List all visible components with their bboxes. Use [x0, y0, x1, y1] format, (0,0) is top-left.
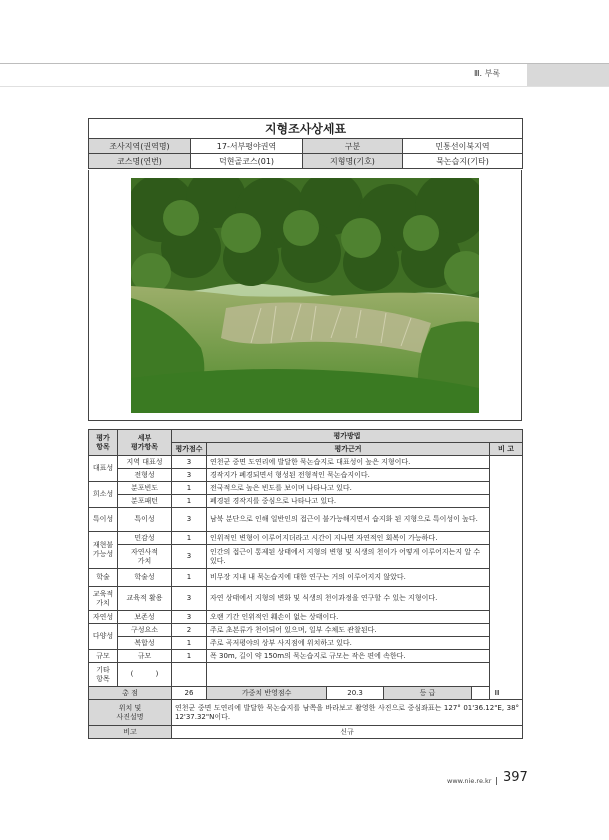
remark-label: 비고: [89, 726, 172, 739]
row-item: 희소성: [89, 482, 118, 508]
table-row: [89, 569, 523, 587]
header-basis: 평가근거: [207, 443, 490, 456]
row-item: 특이성: [89, 508, 118, 532]
row-score: 3: [172, 545, 207, 569]
remarks-column: [490, 456, 523, 700]
weighted-score: 20.3: [327, 687, 384, 699]
row-detail: 특이성: [118, 508, 172, 532]
row-basis: 폐경된 경작지를 중심으로 나타나고 있다.: [207, 495, 490, 508]
total-label: 총 점: [89, 687, 172, 700]
row-detail: 보존성: [118, 611, 172, 624]
row-basis: 자연 상태에서 지형의 변화 및 식생의 천이과정을 연구할 수 있는 지형이다.: [207, 587, 490, 611]
section-tab: [527, 64, 609, 86]
survey-title: 지형조사상세표: [89, 119, 523, 139]
table-row: [89, 456, 523, 469]
row-score: 3: [172, 456, 207, 469]
header-item: 평가 항목: [89, 430, 118, 456]
table-row: [89, 624, 523, 637]
row-detail: ( ): [118, 663, 172, 687]
table-row: [89, 508, 523, 532]
row-detail: 분포빈도: [118, 482, 172, 495]
site-photo: [131, 178, 479, 413]
page-number: 397: [503, 770, 528, 785]
header-score: 평가점수: [172, 443, 207, 456]
region-value: 17-서부평야권역: [191, 139, 303, 154]
row-score: 2: [172, 624, 207, 637]
row-score: 3: [172, 469, 207, 482]
table-row: [89, 482, 523, 495]
row-score: 1: [172, 650, 207, 663]
row-basis: 전국적으로 높은 빈도를 보이며 나타나고 있다.: [207, 482, 490, 495]
header-method: 평가방법: [172, 430, 523, 443]
row-basis: 주로 초본류가 천이되어 있으며, 일부 수체도 관찰된다.: [207, 624, 490, 637]
row-score: 3: [172, 587, 207, 611]
row-item: 재현불 가능성: [89, 532, 118, 569]
row-score: 1: [172, 637, 207, 650]
row-score: 1: [172, 532, 207, 545]
table-row: [89, 637, 523, 650]
row-item: 규모: [89, 650, 118, 663]
photo-frame: [88, 170, 522, 421]
summary-cell: [207, 687, 523, 700]
row-detail: 지역 대표성: [118, 456, 172, 469]
row-score: 1: [172, 569, 207, 587]
table-row: [89, 663, 523, 687]
row-score: 1: [172, 495, 207, 508]
division-value: 민통선이북지역: [403, 139, 523, 154]
row-basis: 인간의 접근이 통제된 상태에서 지형의 변형 및 식생의 천이가 어떻게 이루어지는지 알 수 있다.: [207, 545, 490, 569]
row-detail: 규모: [118, 650, 172, 663]
row-detail: 구성요소: [118, 624, 172, 637]
row-basis: 폭 30m, 길이 약 150m의 묵논습지로 규모는 작은 편에 속한다.: [207, 650, 490, 663]
row-basis: 경작지가 폐경되면서 형성된 전형적인 묵논습지이다.: [207, 469, 490, 482]
table-row: [89, 650, 523, 663]
table-row: [89, 532, 523, 545]
row-detail: 복합성: [118, 637, 172, 650]
row-basis: 인위적인 변형이 이루어지더라고 시간이 지나면 자연적인 회복이 가능하다.: [207, 532, 490, 545]
survey-header-table: [88, 118, 523, 169]
row-detail: 민감성: [118, 532, 172, 545]
row-basis: 주로 곡저평야의 상부 사지점에 위치하고 있다.: [207, 637, 490, 650]
table-row: [89, 545, 523, 569]
course-value: 덕현골코스(01): [191, 154, 303, 169]
header-detail: 세부 평가항목: [118, 430, 172, 456]
remark-value: 신규: [172, 726, 523, 739]
grade-label: 등 급: [383, 687, 471, 699]
section-label: Ⅲ. 부록: [474, 69, 501, 78]
row-basis: 연천군 중면 도연리에 발달한 묵논습지로 대표성이 높은 지형이다.: [207, 456, 490, 469]
summary-row: [89, 687, 523, 700]
footer-divider: [496, 777, 497, 785]
top-rule: [0, 63, 609, 64]
row-item: 학술: [89, 569, 118, 587]
row-basis: 남북 분단으로 인해 일반인의 접근이 불가능해지면서 습지화 된 지형으로 특이성이 높다.: [207, 508, 490, 532]
table-row: [89, 611, 523, 624]
landform-value: 묵논습지(기타): [403, 154, 523, 169]
row-item: 기타 항목: [89, 663, 118, 687]
row-score: 1: [172, 482, 207, 495]
row-basis: 비무장 지내 내 묵논습지에 대한 연구는 거의 이루어지지 않았다.: [207, 569, 490, 587]
row-detail: 분포패턴: [118, 495, 172, 508]
row-basis: [207, 663, 490, 687]
row-item: 교육적 가치: [89, 587, 118, 611]
row-item: 자연성: [89, 611, 118, 624]
summary-inner: [207, 687, 522, 699]
location-label: 위치 및 사진설명: [89, 700, 172, 726]
row-detail: 학술성: [118, 569, 172, 587]
row-score: [172, 663, 207, 687]
row-score: 3: [172, 611, 207, 624]
header-bottom-rule: [0, 86, 609, 87]
remark-row: [89, 726, 523, 739]
row-score: 3: [172, 508, 207, 532]
landform-label: 지형명(기호): [303, 154, 403, 169]
header-remarks: 비 고: [490, 443, 523, 456]
row-detail: 자연사적 가치: [118, 545, 172, 569]
location-text: 연천군 중면 도연리에 발달한 묵논습지를 남쪽을 바라보고 촬영한 사진으로 중심좌표는 127° 01'36.12"E, 38° 12'37.32"N이다.: [172, 700, 523, 726]
footer-url: www.nie.re.kr: [447, 777, 492, 785]
evaluation-table: [88, 429, 523, 739]
grade-value: Ⅲ: [472, 687, 522, 699]
region-label: 조사지역(권역명): [89, 139, 191, 154]
row-detail: 전형성: [118, 469, 172, 482]
total-score: 26: [172, 687, 207, 700]
row-basis: 오랜 기간 인위적인 훼손이 없는 상태이다.: [207, 611, 490, 624]
table-row: [89, 587, 523, 611]
table-row: [89, 495, 523, 508]
course-label: 코스명(연번): [89, 154, 191, 169]
weighted-label: 가중치 반영점수: [207, 687, 327, 699]
division-label: 구분: [303, 139, 403, 154]
row-detail: 교육적 활용: [118, 587, 172, 611]
location-row: [89, 700, 523, 726]
row-item: 대표성: [89, 456, 118, 482]
table-row: [89, 469, 523, 482]
row-item: 다양성: [89, 624, 118, 650]
